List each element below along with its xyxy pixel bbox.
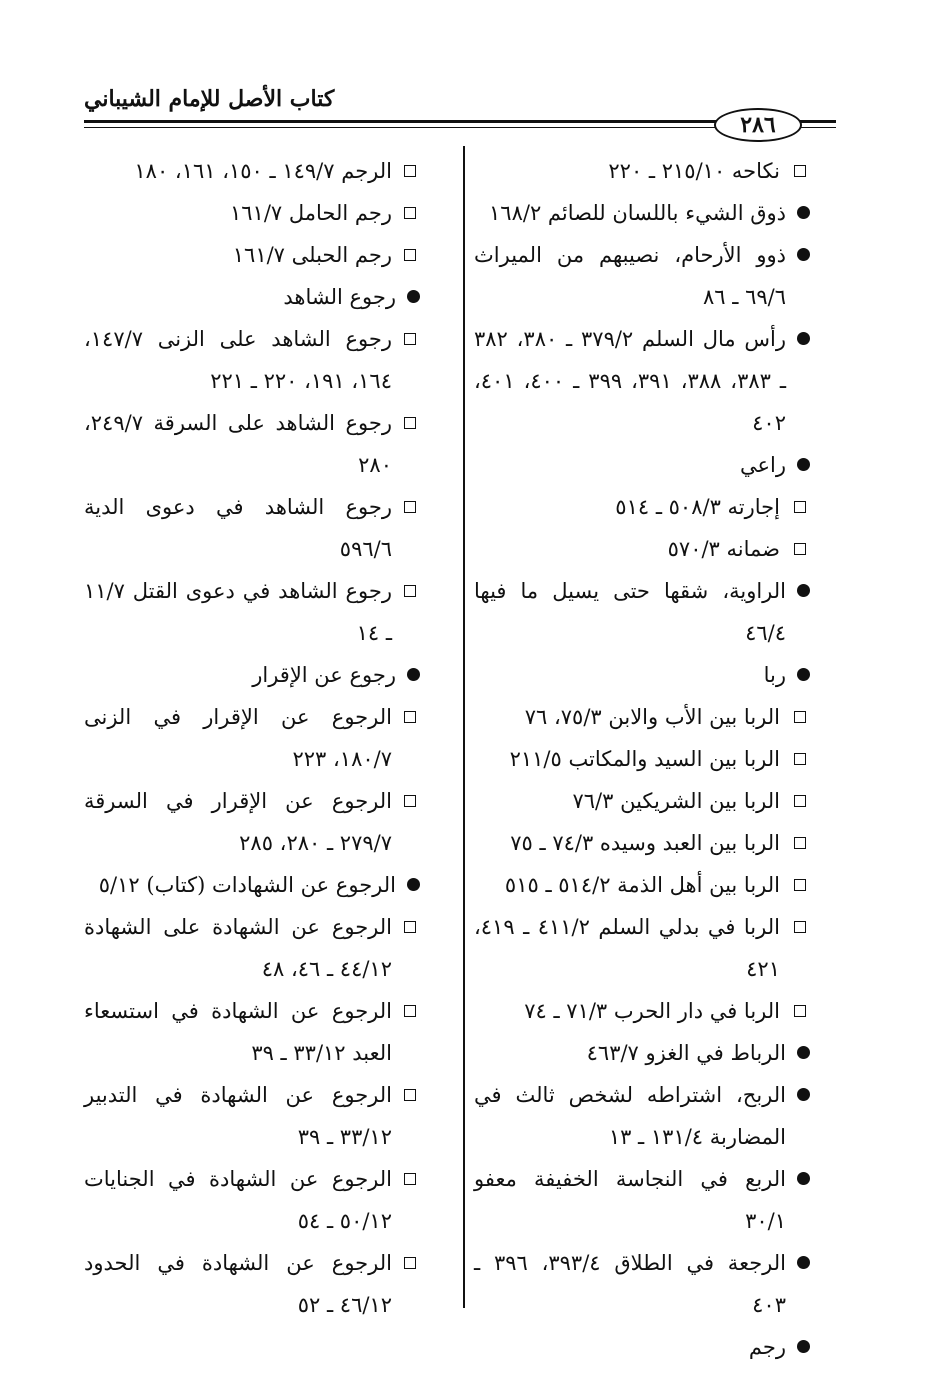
entry-text: الرجوع عن الشهادات (كتاب) ٥/١٢: [98, 873, 396, 897]
entry-text: الرجوع عن الإقرار في الزنى ١٨٠/٧، ٢٢٣: [84, 705, 392, 771]
index-subentry: [474, 864, 810, 906]
index-subentry: [84, 696, 420, 780]
square-bullet-icon: [794, 165, 806, 177]
square-bullet-icon: [794, 1005, 806, 1017]
index-subentry: [84, 1158, 420, 1242]
column-divider: [463, 146, 465, 1308]
square-bullet-icon: [404, 1257, 416, 1269]
index-subentry: [474, 822, 810, 864]
entry-text: ذوق الشيء باللسان للصائم ١٦٨/٢: [489, 201, 786, 225]
entry-text: رجم الحبلى ١٦١/٧: [232, 243, 392, 267]
index-subentry: [84, 318, 420, 402]
filled-bullet-icon: [797, 458, 810, 471]
entry-text: الربا بين أهل الذمة ٥١٤/٢ ـ ٥١٥: [504, 873, 780, 897]
entry-text: الربا في دار الحرب ٧١/٣ ـ ٧٤: [524, 999, 780, 1023]
index-entry: [84, 276, 420, 318]
square-bullet-icon: [794, 837, 806, 849]
entry-text: رجوع الشاهد في دعوى القتل ١١/٧ ـ ١٤: [84, 579, 392, 645]
entry-text: الربا بين العبد وسيده ٧٤/٣ ـ ٧٥: [510, 831, 780, 855]
square-bullet-icon: [794, 795, 806, 807]
index-subentry: [84, 486, 420, 570]
index-subentry: [474, 696, 810, 738]
filled-bullet-icon: [797, 1256, 810, 1269]
entry-text: الرجوع عن الشهادة على الشهادة ٤٤/١٢ ـ ٤٦، ٤٨: [84, 915, 392, 981]
square-bullet-icon: [404, 1173, 416, 1185]
index-subentry: [474, 150, 810, 192]
square-bullet-icon: [404, 165, 416, 177]
index-entry: [474, 570, 810, 654]
index-subentry: [474, 486, 810, 528]
index-subentry: [474, 738, 810, 780]
index-entry: [474, 234, 810, 318]
index-subentry: [474, 780, 810, 822]
index-column-right: [474, 150, 810, 1368]
index-subentry: [84, 234, 420, 276]
square-bullet-icon: [794, 501, 806, 513]
square-bullet-icon: [404, 795, 416, 807]
entry-text: الربا بين الشريكين ٧٦/٣: [572, 789, 780, 813]
square-bullet-icon: [404, 501, 416, 513]
square-bullet-icon: [404, 333, 416, 345]
index-column-left: [84, 150, 420, 1326]
square-bullet-icon: [404, 921, 416, 933]
index-entry: [474, 1074, 810, 1158]
filled-bullet-icon: [797, 1088, 810, 1101]
filled-bullet-icon: [797, 1340, 810, 1353]
entry-text: الرجوع عن الشهادة في استسعاء العبد ٣٣/١٢ ـ ٣٩: [84, 999, 392, 1065]
entry-text: رأس مال السلم ٣٧٩/٢ ـ ٣٨٠، ٣٨٢ ـ ٣٨٣، ٣٨٨، ٣٩١، ٣٩٩ ـ ٤٠٠، ٤٠١، ٤٠٢: [474, 327, 787, 435]
entry-text: الرجوع عن الشهادة في التدبير ٣٣/١٢ ـ ٣٩: [84, 1083, 392, 1149]
header-rule-thick-right: [796, 120, 836, 123]
filled-bullet-icon: [797, 584, 810, 597]
index-entry: [474, 1032, 810, 1074]
entry-text: رجم: [748, 1335, 786, 1359]
square-bullet-icon: [404, 585, 416, 597]
entry-text: ذوو الأرحام، نصيبهم من الميراث ٦٩/٦ ـ ٨٦: [474, 243, 786, 309]
filled-bullet-icon: [407, 290, 420, 303]
entry-text: الربا بين السيد والمكاتب ٢١١/٥: [509, 747, 780, 771]
entry-text: رجوع الشاهد على الزنى ١٤٧/٧، ١٦٤، ١٩١، ٢٢٠ ـ ٢٢١: [84, 327, 392, 393]
filled-bullet-icon: [407, 668, 420, 681]
index-subentry: [84, 780, 420, 864]
index-entry: [474, 318, 810, 444]
index-entry: [474, 444, 810, 486]
square-bullet-icon: [794, 711, 806, 723]
index-subentry: [84, 990, 420, 1074]
header-rule-thin: [84, 127, 716, 128]
index-subentry: [474, 906, 810, 990]
square-bullet-icon: [404, 711, 416, 723]
entry-text: نكاحه ٢١٥/١٠ ـ ٢٢٠: [608, 159, 780, 183]
entry-text: رجوع الشاهد في دعوى الدية ٥٩٦/٦: [84, 495, 392, 561]
entry-text: ضمانه ٥٧٠/٣: [667, 537, 780, 561]
entry-text: رجم الحامل ١٦١/٧: [230, 201, 392, 225]
entry-text: الرجوع عن الشهادة في الجنايات ٥٠/١٢ ـ ٥٤: [84, 1167, 392, 1233]
page-number: ٢٨٦: [714, 108, 802, 142]
entry-text: إجارته ٥٠٨/٣ ـ ٥١٤: [615, 495, 780, 519]
index-subentry: [474, 528, 810, 570]
entry-text: رجوع الشاهد: [283, 285, 396, 309]
index-entry: [474, 192, 810, 234]
square-bullet-icon: [404, 249, 416, 261]
index-subentry: [474, 990, 810, 1032]
index-entry: [84, 864, 420, 906]
square-bullet-icon: [404, 1005, 416, 1017]
entry-text: رجوع الشاهد على السرقة ٢٤٩/٧، ٢٨٠: [84, 411, 392, 477]
index-entry: [474, 1158, 810, 1242]
page-header: [84, 86, 836, 142]
book-title: كتاب الأصل للإمام الشيباني: [84, 86, 335, 112]
entry-text: الرجم ١٤٩/٧ ـ ١٥٠، ١٦١، ١٨٠: [134, 159, 392, 183]
filled-bullet-icon: [797, 332, 810, 345]
square-bullet-icon: [794, 543, 806, 555]
entry-text: الرجعة في الطلاق ٣٩٣/٤، ٣٩٦ ـ ٤٠٣: [474, 1251, 786, 1317]
filled-bullet-icon: [797, 248, 810, 261]
entry-text: ربا: [763, 663, 786, 687]
entry-text: راعي: [739, 453, 786, 477]
entry-text: الرجوع عن الشهادة في الحدود ٤٦/١٢ ـ ٥٢: [84, 1251, 392, 1317]
index-subentry: [84, 1242, 420, 1326]
filled-bullet-icon: [797, 668, 810, 681]
filled-bullet-icon: [797, 1172, 810, 1185]
square-bullet-icon: [404, 1089, 416, 1101]
square-bullet-icon: [794, 753, 806, 765]
entry-text: الرجوع عن الإقرار في السرقة ٢٧٩/٧ ـ ٢٨٠، ٢٨٥: [84, 789, 392, 855]
entry-text: الربا في بدلي السلم ٤١١/٢ ـ ٤١٩، ٤٢١: [474, 915, 780, 981]
square-bullet-icon: [404, 417, 416, 429]
index-subentry: [84, 570, 420, 654]
index-subentry: [84, 150, 420, 192]
entry-text: رجوع عن الإقرار: [252, 663, 396, 687]
header-rule-thick: [84, 120, 716, 123]
square-bullet-icon: [794, 921, 806, 933]
entry-text: الربا بين الأب والابن ٧٥/٣، ٧٦: [524, 705, 780, 729]
index-subentry: [84, 192, 420, 234]
square-bullet-icon: [404, 207, 416, 219]
entry-text: الراوية، شقها حتى يسيل ما فيها ٤٦/٤: [474, 579, 786, 645]
index-subentry: [84, 906, 420, 990]
filled-bullet-icon: [407, 878, 420, 891]
square-bullet-icon: [794, 879, 806, 891]
index-subentry: [84, 1074, 420, 1158]
entry-text: الرباط في الغزو ٤٦٣/٧: [586, 1041, 786, 1065]
header-rule-thin-right: [796, 127, 836, 128]
filled-bullet-icon: [797, 206, 810, 219]
filled-bullet-icon: [797, 1046, 810, 1059]
entry-text: الربع في النجاسة الخفيفة معفو ٣٠/١: [474, 1167, 786, 1233]
index-entry: [474, 1326, 810, 1368]
index-entry: [474, 1242, 810, 1326]
index-subentry: [84, 402, 420, 486]
index-entry: [84, 654, 420, 696]
entry-text: الربح، اشتراطه لشخص ثالث في المضاربة ١٣١/٤ ـ ١٣: [474, 1083, 786, 1149]
index-entry: [474, 654, 810, 696]
